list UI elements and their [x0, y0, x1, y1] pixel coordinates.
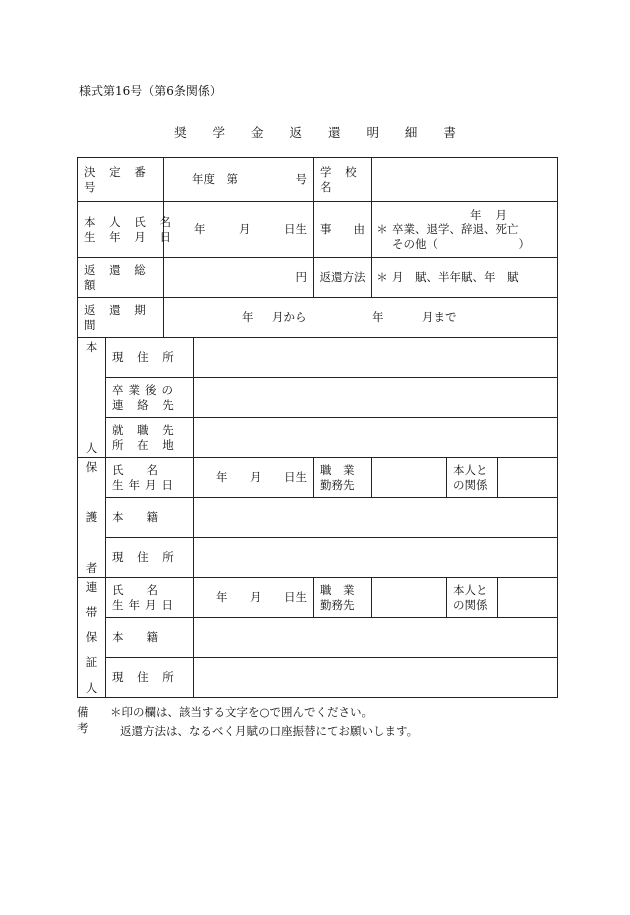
reason-star-mark: ＊ [376, 222, 388, 237]
school-name-label: 学 校 名 [314, 158, 372, 202]
form-number: 様式第16号（第6条関係） [79, 84, 222, 98]
guardian-birth-day-text: 日生 [284, 470, 307, 485]
guardian-name-row [78, 458, 558, 498]
name-birth-label: 本 人 氏 名 生 年 月 日 [78, 202, 164, 258]
remarks-line-1: ＊印の欄は、該当する文字を○で囲んでください。 [110, 705, 374, 719]
period-to-year-text: 年 [372, 310, 384, 325]
guarantor-job-field[interactable] [372, 578, 447, 618]
repayment-period-field[interactable] [164, 298, 558, 338]
guardian-relation-label: 本人と の関係 [447, 458, 498, 498]
guardian-birth-field[interactable] [194, 458, 314, 498]
method-options-text: 月 賦、半年賦、年 賦 [392, 270, 519, 285]
guardian-job-field[interactable] [372, 458, 447, 498]
period-from-year-text: 年 [242, 310, 254, 325]
guarantor-name-birth-label: 氏 名 生年月日 [106, 578, 194, 618]
repayment-period-label: 返 還 期 間 [78, 298, 164, 338]
repayment-method-field[interactable] [372, 258, 558, 298]
guarantor-domicile-field[interactable] [194, 618, 558, 658]
person-contact-field[interactable] [194, 378, 558, 418]
guardian-group-label: 保 護 者 [78, 458, 106, 578]
birth-year-text: 年 [194, 222, 206, 237]
guarantor-group-label: 連 帯 保 証 人 [78, 578, 106, 698]
person-employer-row [78, 418, 558, 458]
person-employer-field[interactable] [194, 418, 558, 458]
guardian-birth-month-text: 月 [250, 470, 262, 485]
reason-date-text: 年月 [470, 207, 522, 222]
period-row [78, 298, 558, 338]
birth-month-text: 月 [239, 222, 251, 237]
remarks-label: 備考 [77, 705, 89, 735]
period-from-month-text: 月から [272, 310, 307, 325]
document-title: 奨 学 金 返 還 明 細 書 [174, 125, 467, 140]
reason-label: 事 由 [314, 202, 372, 258]
repayment-form-table [77, 157, 558, 698]
total-amount-field[interactable] [164, 258, 314, 298]
guarantor-address-row [78, 658, 558, 698]
guardian-name-birth-label: 氏 名 生年月日 [106, 458, 194, 498]
guarantor-relation-label: 本人と の関係 [447, 578, 498, 618]
repayment-method-label: 返還方法 [314, 258, 372, 298]
decision-year-text: 年度 第 [192, 172, 238, 187]
birth-date-field[interactable] [164, 202, 314, 258]
guarantor-address-label: 現 住 所 [106, 658, 194, 698]
guarantor-relation-field[interactable] [498, 578, 558, 618]
guardian-domicile-field[interactable] [194, 498, 558, 538]
person-contact-row [78, 378, 558, 418]
period-to-month-text: 月まで [422, 310, 457, 325]
method-star-mark: ＊ [376, 270, 388, 285]
decision-suffix-text: 号 [295, 172, 307, 187]
total-amount-label: 返 還 総 額 [78, 258, 164, 298]
guardian-domicile-row [78, 498, 558, 538]
person-address-field[interactable] [194, 338, 558, 378]
person-contact-label: 卒業後の 連 絡 先 [106, 378, 194, 418]
total-method-row [78, 258, 558, 298]
guarantor-birth-year-text: 年 [216, 590, 228, 605]
guarantor-domicile-row [78, 618, 558, 658]
guardian-address-row [78, 538, 558, 578]
school-name-field[interactable] [372, 158, 558, 202]
reason-options-text: 卒業、退学、辞退、死亡 [392, 222, 519, 237]
person-employer-label: 就 職 先 所 在 地 [106, 418, 194, 458]
reason-field[interactable] [372, 202, 558, 258]
guarantor-address-field[interactable] [194, 658, 558, 698]
guardian-domicile-label: 本 籍 [106, 498, 194, 538]
guarantor-birth-month-text: 月 [250, 590, 262, 605]
guardian-birth-year-text: 年 [216, 470, 228, 485]
person-address-row [78, 338, 558, 378]
guarantor-name-row [78, 578, 558, 618]
guarantor-birth-day-text: 日生 [284, 590, 307, 605]
guarantor-birth-field[interactable] [194, 578, 314, 618]
yen-unit-text: 円 [295, 270, 307, 285]
birth-day-text: 日生 [284, 222, 307, 237]
guardian-address-field[interactable] [194, 538, 558, 578]
decision-row [78, 158, 558, 202]
decision-number-label: 決 定 番 号 [78, 158, 164, 202]
guarantor-domicile-label: 本 籍 [106, 618, 194, 658]
person-group-label: 本 人 [78, 338, 106, 458]
decision-number-field[interactable] [164, 158, 314, 202]
guarantor-job-label: 職 業 勤務先 [314, 578, 372, 618]
guardian-relation-field[interactable] [498, 458, 558, 498]
guardian-address-label: 現 住 所 [106, 538, 194, 578]
person-address-label: 現 住 所 [106, 338, 194, 378]
guardian-job-label: 職 業 勤務先 [314, 458, 372, 498]
remarks-line-2: 返還方法は、なるべく月賦の口座振替にてお願いします。 [120, 724, 419, 738]
reason-other-text: その他（ ） [392, 236, 530, 251]
name-birth-row [78, 202, 558, 258]
